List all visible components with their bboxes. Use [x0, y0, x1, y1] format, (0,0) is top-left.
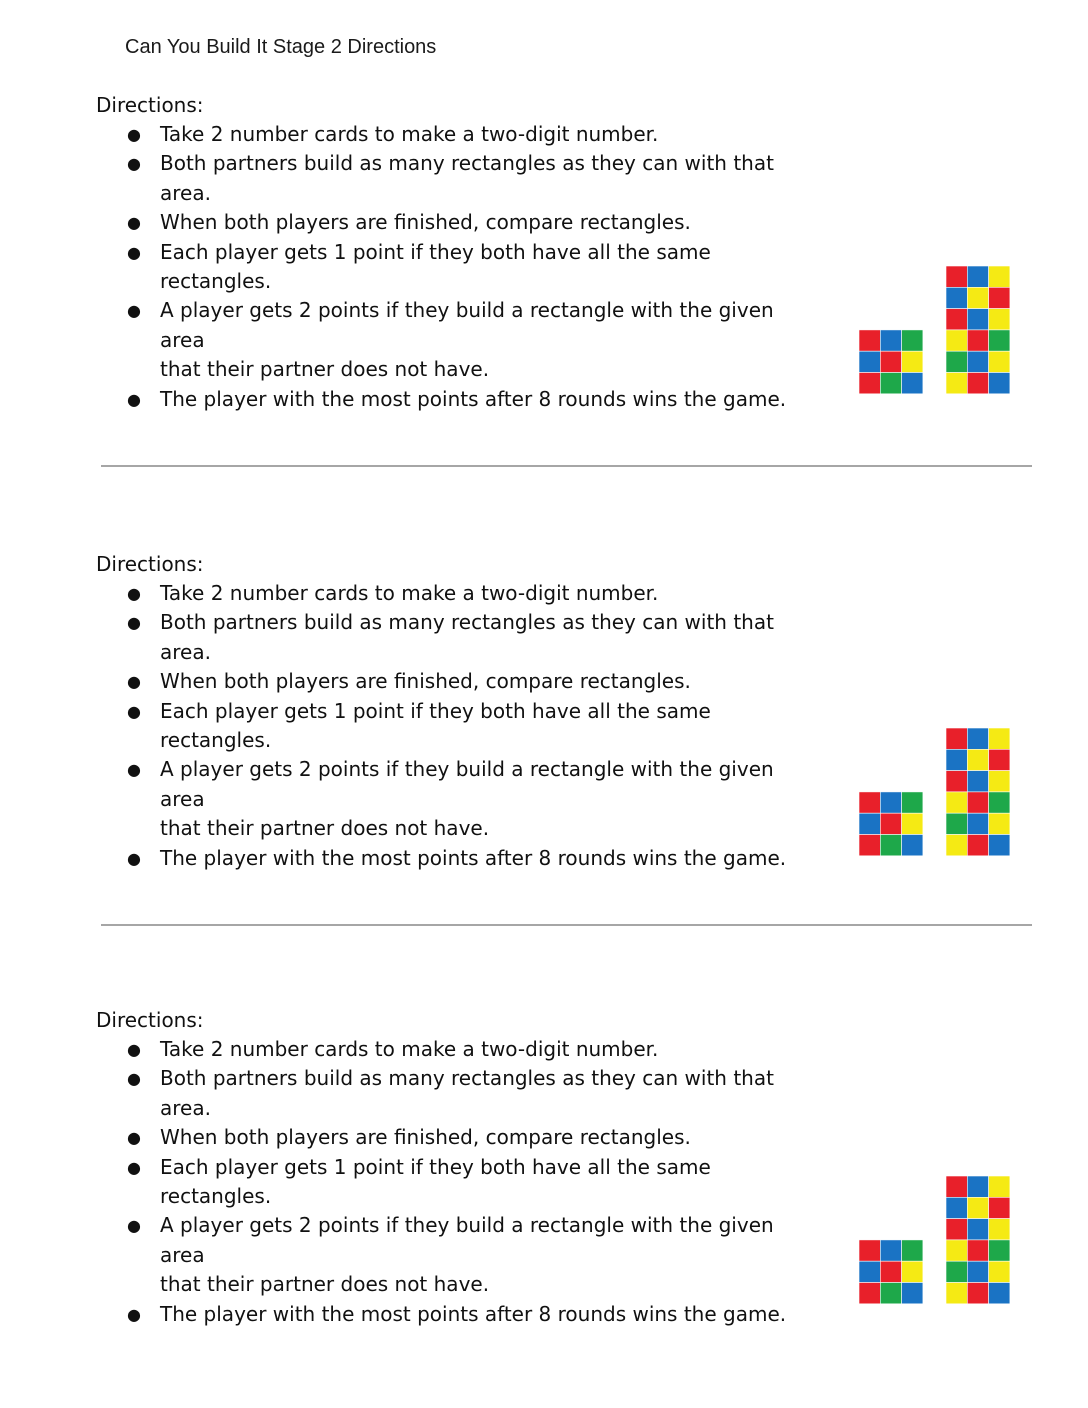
tile-square — [902, 373, 923, 394]
rule-text: The player with the most points after 8 rounds wins the game. — [160, 386, 787, 411]
tile-square — [967, 351, 988, 372]
rule-item — [0, 755, 820, 843]
tile-square — [967, 330, 988, 351]
rule-item — [0, 149, 820, 208]
tile-square — [989, 309, 1010, 330]
tile-square — [859, 792, 880, 813]
page-title: Can You Build It Stage 2 Directions — [125, 36, 437, 58]
tile-square — [946, 835, 967, 856]
tile-square — [967, 1176, 988, 1197]
section-divider — [101, 924, 1032, 926]
tile-square — [967, 1283, 988, 1304]
tile-square — [967, 1219, 988, 1240]
bullet-icon: ● — [127, 1040, 141, 1059]
tile-square — [902, 835, 923, 856]
rule-text: A player gets 2 points if they build a rectangle with the given area that their partner does not have. — [160, 757, 774, 841]
bullet-icon: ● — [127, 242, 141, 262]
tile-square — [967, 728, 988, 749]
rule-text: Each player gets 1 point if they both have all the same rectangles. — [160, 698, 711, 753]
tile-square — [946, 1176, 967, 1197]
tile-square — [989, 771, 1010, 792]
tile-square — [989, 330, 1010, 351]
rule-text: When both players are finished, compare rectangles. — [160, 669, 691, 694]
tile-square — [880, 792, 901, 813]
rule-text: Both partners build as many rectangles as they can with that area. — [160, 610, 774, 664]
bullet-icon: ● — [127, 1216, 141, 1236]
rule-text: When both players are finished, compare rectangles. — [160, 210, 691, 235]
rule-text: Each player gets 1 point if they both have all the same rectangles. — [160, 239, 711, 294]
tile-square — [902, 351, 923, 372]
tile-square — [946, 1240, 967, 1261]
bullet-icon: ● — [127, 1304, 141, 1324]
tile-square — [989, 1197, 1010, 1218]
bullet-icon: ● — [127, 672, 141, 692]
tile-square — [859, 835, 880, 856]
rule-item — [0, 296, 820, 384]
directions-label: Directions: — [96, 93, 204, 117]
tile-square — [967, 309, 988, 330]
tile-square — [880, 835, 901, 856]
rule-text: When both players are finished, compare rectangles. — [160, 1125, 691, 1150]
rule-item — [0, 120, 820, 149]
rule-text: The player with the most points after 8 rounds wins the game. — [160, 845, 787, 870]
tile-arrays-illustration — [859, 1176, 1011, 1306]
tile-square — [902, 330, 923, 351]
rule-text: The player with the most points after 8 rounds wins the game. — [160, 1301, 787, 1326]
tile-square — [989, 1283, 1010, 1304]
tile-square — [946, 330, 967, 351]
tile-square — [946, 771, 967, 792]
tile-square — [967, 749, 988, 770]
bullet-icon: ● — [127, 613, 141, 633]
tile-square — [902, 813, 923, 834]
bullet-icon: ● — [127, 125, 141, 144]
tile-square — [946, 266, 967, 287]
tile-square — [902, 1261, 923, 1282]
tile-square — [967, 266, 988, 287]
directions-label: Directions: — [96, 1008, 204, 1032]
tile-square — [989, 266, 1010, 287]
rule-text: Take 2 number cards to make a two-digit number. — [160, 122, 659, 146]
rule-item — [0, 1153, 820, 1212]
bullet-icon: ● — [127, 584, 141, 603]
tile-arrays-illustration — [859, 728, 1011, 858]
tile-square — [859, 351, 880, 372]
section-divider — [101, 465, 1032, 467]
tile-square — [946, 792, 967, 813]
tile-square — [946, 309, 967, 330]
bullet-icon: ● — [127, 154, 141, 174]
tile-square — [989, 287, 1010, 308]
rule-item — [0, 844, 820, 873]
tile-square — [989, 351, 1010, 372]
colored-tiles-image — [859, 266, 1011, 396]
tile-square — [902, 1240, 923, 1261]
rule-text: Both partners build as many rectangles as they can with that area. — [160, 1066, 774, 1120]
tile-square — [967, 287, 988, 308]
tile-square — [946, 373, 967, 394]
tile-square — [859, 1283, 880, 1304]
rule-item — [0, 1211, 820, 1299]
tile-square — [989, 792, 1010, 813]
tile-square — [880, 373, 901, 394]
tile-square — [967, 373, 988, 394]
rule-text: Each player gets 1 point if they both have all the same rectangles. — [160, 1154, 711, 1209]
tile-square — [946, 1261, 967, 1282]
tile-square — [859, 1261, 880, 1282]
tile-square — [989, 1176, 1010, 1197]
tile-square — [989, 1219, 1010, 1240]
rules-list — [0, 1035, 820, 1329]
tile-square — [902, 792, 923, 813]
tile-square — [859, 813, 880, 834]
tile-square — [946, 351, 967, 372]
tile-square — [946, 813, 967, 834]
colored-tiles-image — [859, 728, 1011, 858]
rule-item — [0, 667, 820, 696]
tile-square — [989, 1261, 1010, 1282]
tile-square — [880, 1283, 901, 1304]
tile-square — [859, 1240, 880, 1261]
rule-item — [0, 1064, 820, 1123]
tile-square — [967, 835, 988, 856]
tile-square — [989, 728, 1010, 749]
tile-square — [880, 351, 901, 372]
tile-square — [946, 287, 967, 308]
bullet-icon: ● — [127, 213, 141, 233]
rule-item — [0, 608, 820, 667]
rule-item — [0, 579, 820, 608]
tile-square — [880, 330, 901, 351]
directions-label: Directions: — [96, 552, 204, 576]
rule-text: Take 2 number cards to make a two-digit number. — [160, 1037, 659, 1061]
rule-text: A player gets 2 points if they build a rectangle with the given area that their partner does not have. — [160, 298, 774, 382]
tile-square — [859, 373, 880, 394]
bullet-icon: ● — [127, 760, 141, 780]
rules-list — [0, 120, 820, 414]
tile-square — [880, 1261, 901, 1282]
colored-tiles-image — [859, 1176, 1011, 1306]
bullet-icon: ● — [127, 848, 141, 868]
rules-list — [0, 579, 820, 873]
tile-square — [967, 1261, 988, 1282]
bullet-icon: ● — [127, 1069, 141, 1089]
tile-square — [946, 1283, 967, 1304]
tile-square — [880, 813, 901, 834]
tile-square — [902, 1283, 923, 1304]
rule-item — [0, 697, 820, 756]
tile-square — [989, 373, 1010, 394]
tile-square — [967, 771, 988, 792]
tile-arrays-illustration — [859, 266, 1011, 396]
bullet-icon: ● — [127, 301, 141, 321]
tile-square — [989, 835, 1010, 856]
tile-square — [967, 1240, 988, 1261]
rule-item — [0, 1035, 820, 1064]
rule-text: Take 2 number cards to make a two-digit number. — [160, 581, 659, 605]
tile-square — [859, 330, 880, 351]
tile-square — [967, 1197, 988, 1218]
rule-item — [0, 1123, 820, 1152]
tile-square — [946, 1219, 967, 1240]
tile-square — [946, 749, 967, 770]
tile-square — [967, 813, 988, 834]
tile-square — [989, 813, 1010, 834]
rule-item — [0, 385, 820, 414]
tile-square — [989, 1240, 1010, 1261]
rule-item — [0, 208, 820, 237]
bullet-icon: ● — [127, 389, 141, 409]
bullet-icon: ● — [127, 1157, 141, 1177]
rule-item — [0, 238, 820, 297]
rule-text: Both partners build as many rectangles as they can with that area. — [160, 151, 774, 205]
tile-square — [946, 1197, 967, 1218]
tile-square — [989, 749, 1010, 770]
tile-square — [880, 1240, 901, 1261]
tile-square — [946, 728, 967, 749]
rule-item — [0, 1300, 820, 1329]
tile-square — [967, 792, 988, 813]
rule-text: A player gets 2 points if they build a rectangle with the given area that their partner does not have. — [160, 1213, 774, 1297]
bullet-icon: ● — [127, 1128, 141, 1148]
bullet-icon: ● — [127, 701, 141, 721]
